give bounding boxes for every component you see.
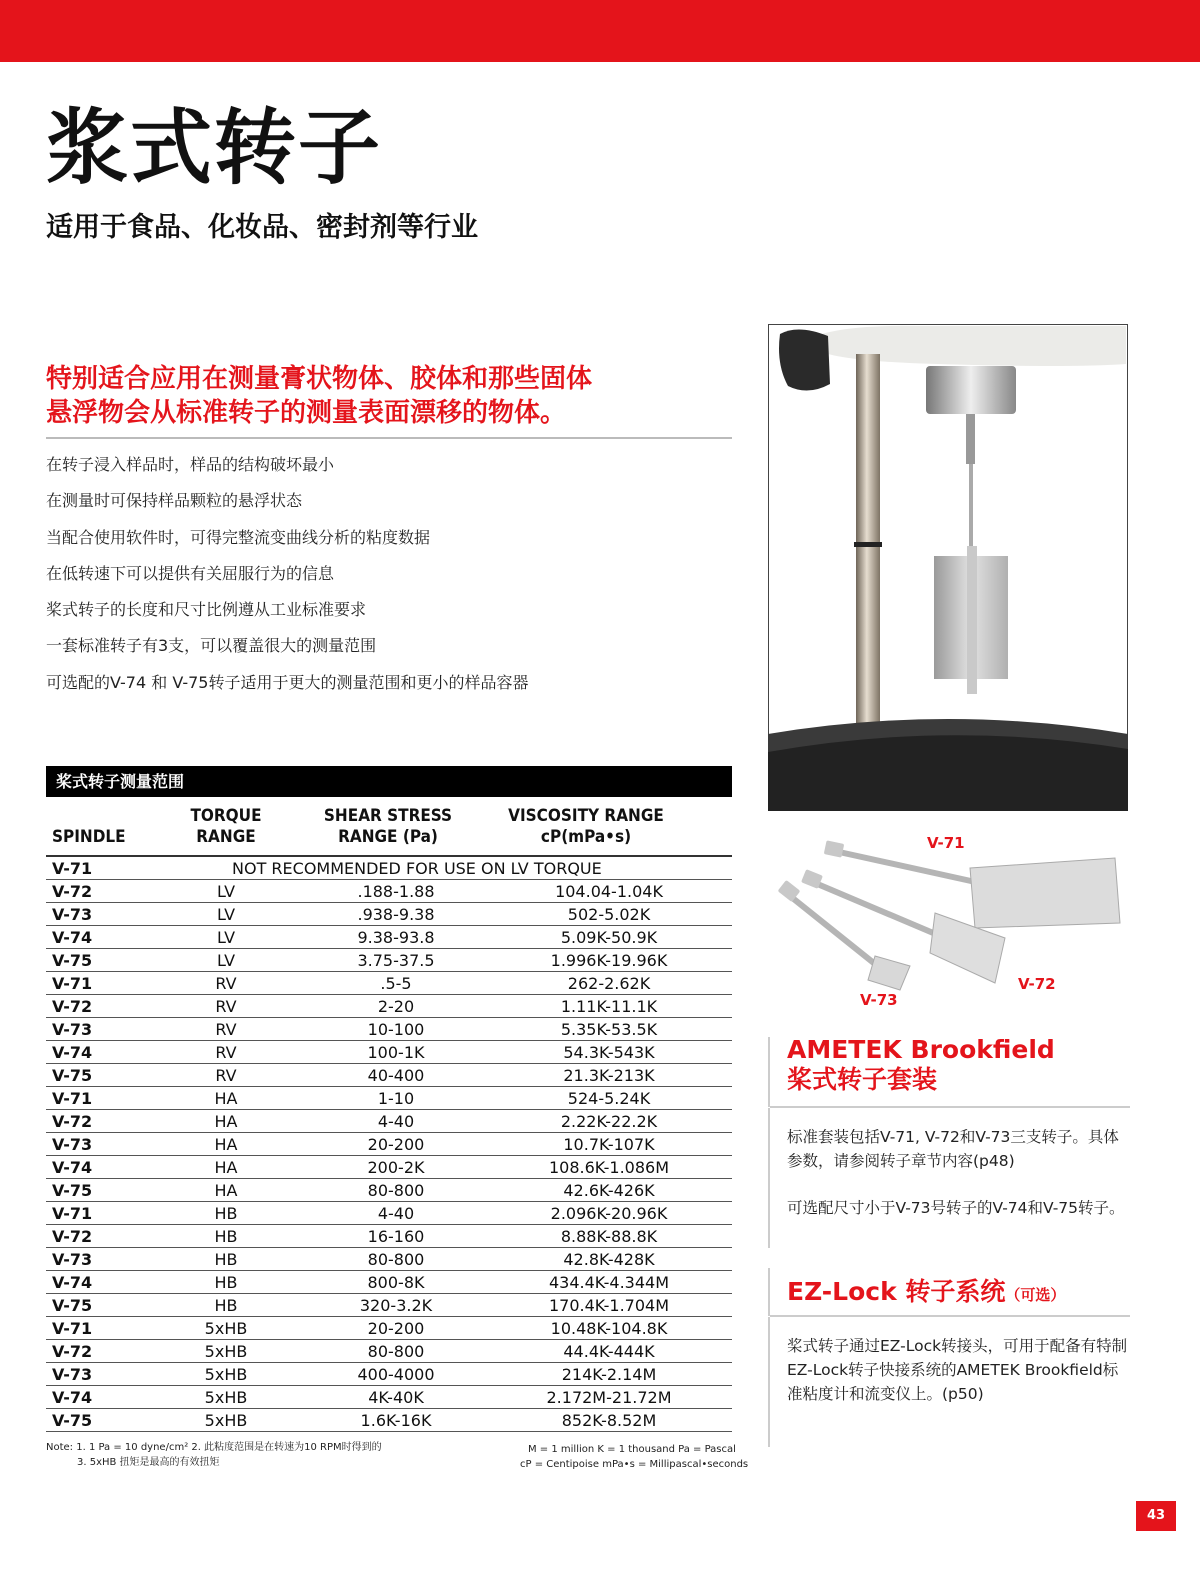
table-row xyxy=(46,1248,732,1271)
cell-spindle: V-71 xyxy=(46,972,146,995)
cell-spindle: V-72 xyxy=(46,880,146,903)
cell-note: NOT RECOMMENDED FOR USE ON LV TORQUE xyxy=(146,857,732,880)
table-row xyxy=(46,1064,732,1087)
cell-spindle: V-74 xyxy=(46,926,146,949)
ametek-heading-line: AMETEK Brookfield xyxy=(787,1035,1055,1064)
ametek-heading xyxy=(787,1035,1055,1095)
feature-item: 在测量时可保持样品颗粒的悬浮状态 xyxy=(46,491,303,511)
table-row xyxy=(46,1363,732,1386)
cell-torque: HB xyxy=(146,1294,306,1317)
feature-item: 当配合使用软件时，可得完整流变曲线分析的粘度数据 xyxy=(46,527,431,547)
cell-torque: 5xHB xyxy=(146,1317,306,1340)
ametek-heading-line: 桨式转子套装 xyxy=(787,1065,938,1094)
divider xyxy=(770,1106,1130,1108)
cell-torque: HA xyxy=(146,1156,306,1179)
note-line: Note: 1. 1 Pa = 10 dyne/cm² 2. 此粘度范围是在转速为10 RPM时得到的 xyxy=(46,1442,382,1453)
cell-shear-stress: 40-400 xyxy=(306,1064,486,1087)
table-title-bar xyxy=(46,766,732,797)
header-torque-line: RANGE xyxy=(196,827,256,847)
cell-torque: 5xHB xyxy=(146,1340,306,1363)
ezlock-heading xyxy=(787,1272,1065,1308)
cell-spindle: V-75 xyxy=(46,1179,146,1202)
cell-spindle: V-75 xyxy=(46,949,146,972)
table-row xyxy=(46,1317,732,1340)
cell-shear-stress: .938-9.38 xyxy=(306,903,486,926)
cell-torque: RV xyxy=(146,1018,306,1041)
table-row xyxy=(46,1202,732,1225)
cell-shear-stress: 80-800 xyxy=(306,1179,486,1202)
cell-spindle: V-73 xyxy=(46,1133,146,1156)
cell-spindle: V-74 xyxy=(46,1386,146,1409)
cell-shear-stress: 800-8K xyxy=(306,1271,486,1294)
header-torque-line: TORQUE xyxy=(190,806,262,826)
table-row xyxy=(46,972,732,995)
cell-spindle: V-72 xyxy=(46,995,146,1018)
cell-torque: HA xyxy=(146,1133,306,1156)
cell-viscosity: 852K-8.52M xyxy=(486,1409,732,1432)
feature-item: 在低转速下可以提供有关屈服行为的信息 xyxy=(46,563,335,583)
header-torque xyxy=(176,806,276,848)
cell-spindle: V-72 xyxy=(46,1110,146,1133)
header-spindle: SPINDLE xyxy=(52,827,126,847)
feature-item: 一套标准转子有3支，可以覆盖很大的测量范围 xyxy=(46,636,377,656)
cell-viscosity: 262-2.62K xyxy=(486,972,732,995)
section-bar xyxy=(768,1268,770,1316)
highlight-line: 悬浮物会从标准转子的测量表面漂移的物体。 xyxy=(46,398,567,428)
table-row xyxy=(46,1386,732,1409)
cell-shear-stress: 10-100 xyxy=(306,1018,486,1041)
top-red-band xyxy=(0,0,1200,62)
cell-spindle: V-73 xyxy=(46,1363,146,1386)
table-row xyxy=(46,1225,732,1248)
cell-torque: RV xyxy=(146,1064,306,1087)
feature-list xyxy=(46,452,528,706)
cell-spindle: V-72 xyxy=(46,1225,146,1248)
cell-viscosity: 54.3K-543K xyxy=(486,1041,732,1064)
cell-torque: RV xyxy=(146,972,306,995)
table-title: 桨式转子测量范围 xyxy=(56,772,185,791)
cell-shear-stress: 20-200 xyxy=(306,1133,486,1156)
cell-spindle: V-74 xyxy=(46,1041,146,1064)
cell-viscosity: 524-5.24K xyxy=(486,1087,732,1110)
cell-shear-stress: 20-200 xyxy=(306,1317,486,1340)
cell-viscosity: 42.6K-426K xyxy=(486,1179,732,1202)
cell-spindle: V-71 xyxy=(46,1202,146,1225)
cell-viscosity: 214K-2.14M xyxy=(486,1363,732,1386)
header-viscosity-line: cP(mPa•s) xyxy=(540,827,632,847)
feature-item: 在转子浸入样品时，样品的结构破坏最小 xyxy=(46,455,335,474)
cell-spindle: V-71 xyxy=(46,1317,146,1340)
cell-shear-stress: 200-2K xyxy=(306,1156,486,1179)
table-row xyxy=(46,1087,732,1110)
viscometer-photo xyxy=(768,324,1128,811)
table-row xyxy=(46,857,732,880)
table-row xyxy=(46,995,732,1018)
table-row xyxy=(46,1133,732,1156)
header-shear-line: SHEAR STRESS xyxy=(323,806,453,826)
cell-torque: RV xyxy=(146,1041,306,1064)
cell-torque: LV xyxy=(146,880,306,903)
spindle-range-table xyxy=(46,857,732,1432)
cell-torque: 5xHB xyxy=(146,1386,306,1409)
cell-spindle: V-73 xyxy=(46,1018,146,1041)
note-line: 3. 5xHB 扭矩是最高的有效扭矩 xyxy=(77,1457,220,1468)
table-row xyxy=(46,1156,732,1179)
cell-spindle: V-75 xyxy=(46,1409,146,1432)
cell-shear-stress: .5-5 xyxy=(306,972,486,995)
cell-spindle: V-75 xyxy=(46,1294,146,1317)
cell-shear-stress: 1.6K-16K xyxy=(306,1409,486,1432)
cell-torque: HB xyxy=(146,1225,306,1248)
table-row xyxy=(46,1409,732,1432)
spindle-set-photo xyxy=(770,828,1130,1018)
cell-shear-stress: .188-1.88 xyxy=(306,880,486,903)
cell-spindle: V-72 xyxy=(46,1340,146,1363)
cell-spindle: V-75 xyxy=(46,1064,146,1087)
feature-item: 可选配的V-74 和 V-75转子适用于更大的测量范围和更小的样品容器 xyxy=(46,672,529,692)
cell-torque: HA xyxy=(146,1179,306,1202)
cell-shear-stress: 1-10 xyxy=(306,1087,486,1110)
table-header xyxy=(46,806,732,856)
label-v72: V-72 xyxy=(1018,975,1056,993)
legend-line: M = 1 million K = 1 thousand Pa = Pascal xyxy=(528,1444,736,1455)
table-row xyxy=(46,1041,732,1064)
cell-viscosity: 42.8K-428K xyxy=(486,1248,732,1271)
table-row xyxy=(46,1018,732,1041)
header-shear-line: RANGE (Pa) xyxy=(338,827,438,847)
page-title: 浆式转子 xyxy=(46,101,383,196)
cell-viscosity: 5.35K-53.5K xyxy=(486,1018,732,1041)
cell-shear-stress: 80-800 xyxy=(306,1248,486,1271)
divider xyxy=(770,1315,1130,1317)
cell-viscosity: 2.172M-21.72M xyxy=(486,1386,732,1409)
cell-spindle: V-74 xyxy=(46,1271,146,1294)
cell-viscosity: 108.6K-1.086M xyxy=(486,1156,732,1179)
cell-spindle: V-73 xyxy=(46,903,146,926)
cell-viscosity: 1.11K-11.1K xyxy=(486,995,732,1018)
page-subtitle: 适用于食品、化妆品、密封剂等行业 xyxy=(46,212,478,243)
table-row xyxy=(46,903,732,926)
header-shear xyxy=(308,806,468,848)
cell-shear-stress: 400-4000 xyxy=(306,1363,486,1386)
cell-viscosity: 10.48K-104.8K xyxy=(486,1317,732,1340)
cell-viscosity: 5.09K-50.9K xyxy=(486,926,732,949)
cell-torque: HB xyxy=(146,1248,306,1271)
cell-spindle: V-71 xyxy=(46,1087,146,1110)
cell-torque: HB xyxy=(146,1202,306,1225)
cell-shear-stress: 4-40 xyxy=(306,1110,486,1133)
cell-shear-stress: 80-800 xyxy=(306,1340,486,1363)
cell-viscosity: 8.88K-88.8K xyxy=(486,1225,732,1248)
ametek-paragraph-2: 可选配尺寸小于V-73号转子的V-74和V-75转子。 xyxy=(787,1199,1125,1217)
cell-spindle: V-74 xyxy=(46,1156,146,1179)
cell-shear-stress: 4K-40K xyxy=(306,1386,486,1409)
cell-viscosity: 10.7K-107K xyxy=(486,1133,732,1156)
ezlock-title: EZ-Lock 转子系统 xyxy=(787,1277,1006,1306)
cell-shear-stress: 9.38-93.8 xyxy=(306,926,486,949)
table-row xyxy=(46,1340,732,1363)
section-bar xyxy=(768,1317,770,1447)
cell-spindle: V-71 xyxy=(46,857,146,880)
section-bar xyxy=(768,1108,770,1248)
cell-shear-stress: 2-20 xyxy=(306,995,486,1018)
cell-viscosity: 44.4K-444K xyxy=(486,1340,732,1363)
cell-viscosity: 502-5.02K xyxy=(486,903,732,926)
label-v71: V-71 xyxy=(927,834,965,852)
cell-viscosity: 434.4K-4.344M xyxy=(486,1271,732,1294)
ezlock-paragraph: 桨式转子通过EZ-Lock转接头，可用于配备有特制EZ-Lock转子快接系统的AMETEK Brookfield标准粘度计和流变仪上。(p50) xyxy=(787,1337,1128,1403)
cell-torque: LV xyxy=(146,949,306,972)
divider xyxy=(46,437,732,439)
cell-torque: HA xyxy=(146,1110,306,1133)
cell-spindle: V-73 xyxy=(46,1248,146,1271)
cell-torque: HB xyxy=(146,1271,306,1294)
cell-viscosity: 104.04-1.04K xyxy=(486,880,732,903)
table-row xyxy=(46,1110,732,1133)
header-viscosity xyxy=(491,806,681,848)
table-notes xyxy=(46,1440,382,1470)
cell-shear-stress: 16-160 xyxy=(306,1225,486,1248)
cell-torque: HA xyxy=(146,1087,306,1110)
cell-viscosity: 2.096K-20.96K xyxy=(486,1202,732,1225)
cell-viscosity: 1.996K-19.96K xyxy=(486,949,732,972)
cell-torque: RV xyxy=(146,995,306,1018)
table-row xyxy=(46,880,732,903)
header-viscosity-line: VISCOSITY RANGE xyxy=(508,806,664,826)
table-row xyxy=(46,926,732,949)
cell-shear-stress: 4-40 xyxy=(306,1202,486,1225)
unit-legend xyxy=(520,1442,748,1472)
cell-shear-stress: 320-3.2K xyxy=(306,1294,486,1317)
ezlock-optional: （可选） xyxy=(1005,1286,1066,1304)
label-v73: V-73 xyxy=(860,991,898,1009)
page-number: 43 xyxy=(1136,1501,1176,1531)
ametek-paragraph-1: 标准套装包括V-71, V-72和V-73三支转子。具体参数，请参阅转子章节内容(p48) xyxy=(787,1128,1119,1170)
cell-torque: 5xHB xyxy=(146,1409,306,1432)
cell-torque: 5xHB xyxy=(146,1363,306,1386)
table-row xyxy=(46,1294,732,1317)
legend-line: cP = Centipoise mPa•s = Millipascal•seconds xyxy=(520,1459,749,1470)
table-row xyxy=(46,1271,732,1294)
cell-torque: LV xyxy=(146,926,306,949)
cell-viscosity: 2.22K-22.2K xyxy=(486,1110,732,1133)
highlight-statement xyxy=(46,362,746,430)
cell-viscosity: 21.3K-213K xyxy=(486,1064,732,1087)
cell-shear-stress: 100-1K xyxy=(306,1041,486,1064)
cell-torque: LV xyxy=(146,903,306,926)
section-bar xyxy=(768,1037,770,1107)
feature-item: 桨式转子的长度和尺寸比例遵从工业标准要求 xyxy=(46,600,367,620)
highlight-line: 特别适合应用在测量膏状物体、胶体和那些固体 xyxy=(46,364,593,394)
table-row xyxy=(46,1179,732,1202)
table-row xyxy=(46,949,732,972)
cell-viscosity: 170.4K-1.704M xyxy=(486,1294,732,1317)
cell-shear-stress: 3.75-37.5 xyxy=(306,949,486,972)
